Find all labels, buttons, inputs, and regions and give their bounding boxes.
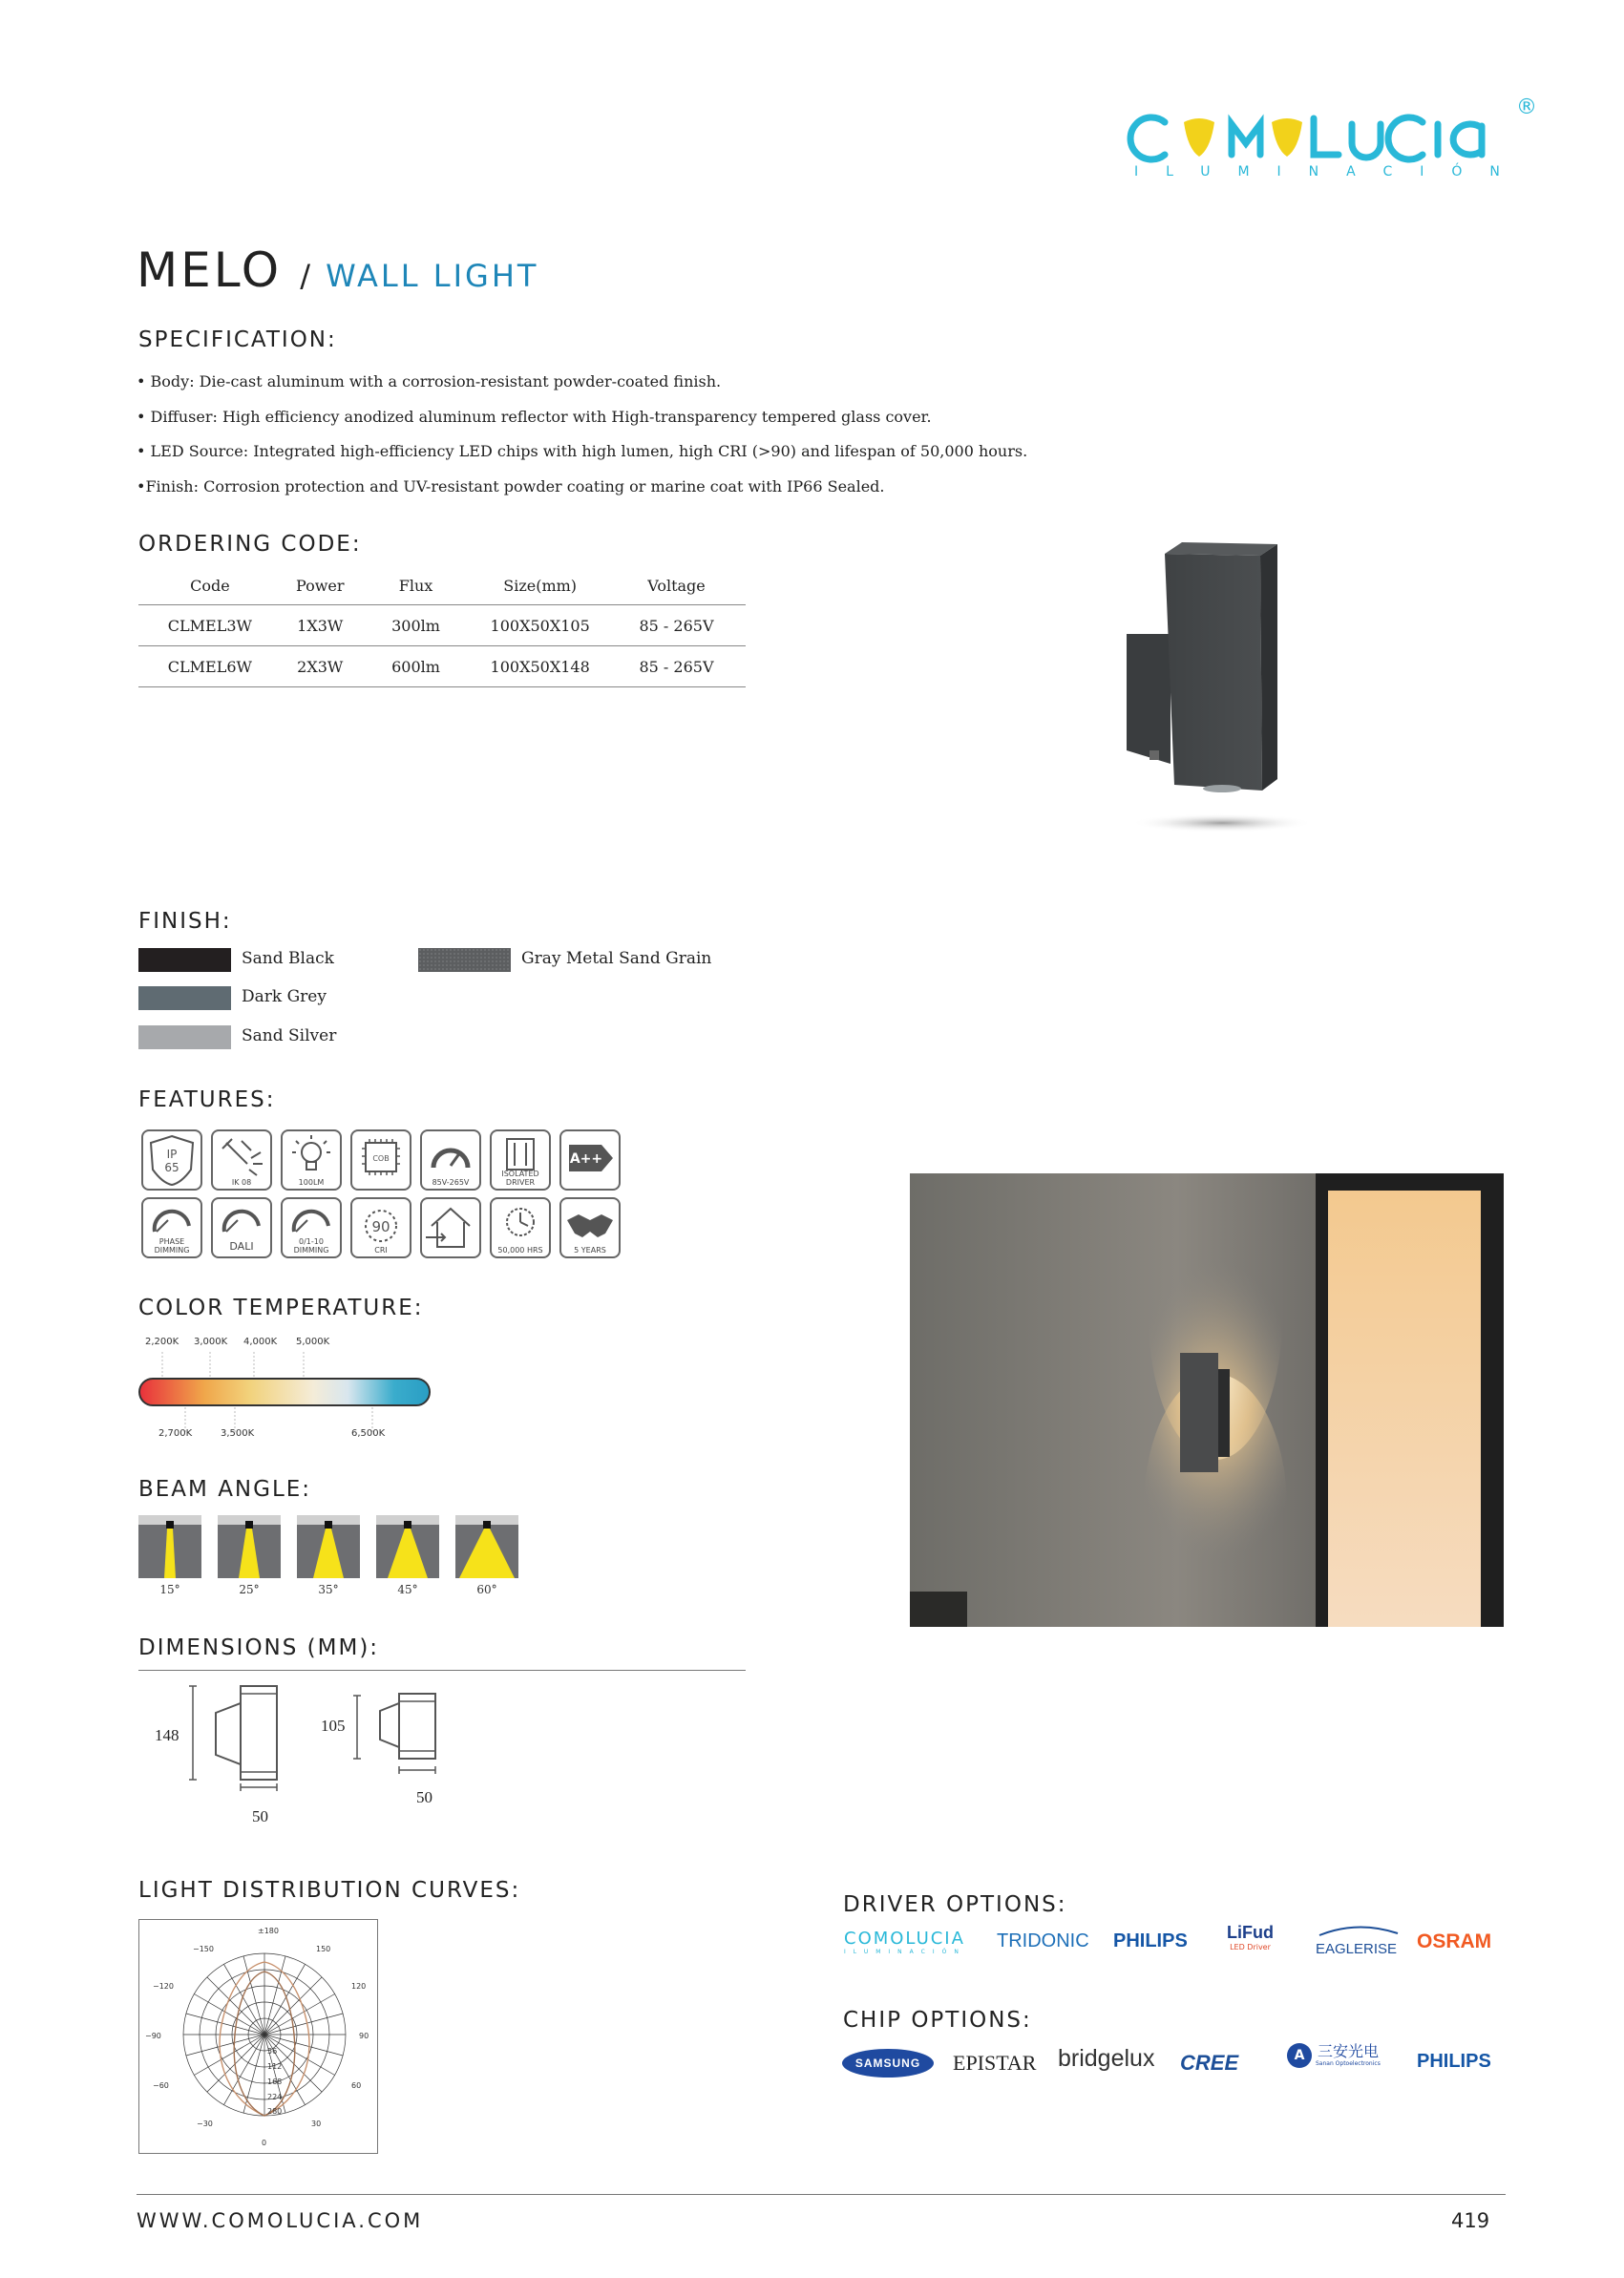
beam-35-icon: [297, 1515, 360, 1578]
polar-angle-label: 30: [311, 2120, 322, 2128]
cell: 1X3W: [282, 605, 359, 646]
cell: CLMEL6W: [138, 646, 282, 687]
driver-logo-philips: PHILIPS: [1113, 1930, 1188, 1951]
polar-angle-label: −150: [193, 1945, 214, 1953]
features-heading: FEATURES:: [138, 1087, 276, 1112]
feature-label: CRI: [374, 1246, 388, 1255]
table-row: [138, 646, 746, 687]
driver-logo-lifud: [1227, 1923, 1274, 1951]
color-temperature-heading: COLOR TEMPERATURE:: [138, 1296, 424, 1320]
col-header: Voltage: [607, 566, 746, 605]
table-row: [138, 605, 746, 646]
brand-logo: [1127, 95, 1537, 191]
col-header: Flux: [359, 566, 474, 605]
ip65-icon: [141, 1129, 202, 1191]
bulb-icon: [281, 1129, 342, 1191]
dimension-height-label: 105: [321, 1717, 346, 1735]
polar-angle-label: 90: [359, 2032, 369, 2040]
chip-logo-philips: PHILIPS: [1417, 2051, 1491, 2072]
dimming-0-10-icon: [281, 1197, 342, 1258]
dimensions-heading: DIMENSIONS (MM):: [138, 1635, 380, 1660]
dimension-drawing-small: [351, 1690, 485, 1795]
finish-swatch-gray-metal: [418, 948, 511, 972]
isolated-driver-icon: [490, 1129, 551, 1191]
finish-swatch-dark-grey: [138, 986, 231, 1010]
driver-brand-text: LiFud: [1227, 1923, 1274, 1942]
col-header: Size(mm): [473, 566, 607, 605]
col-header: Code: [138, 566, 282, 605]
chip-logo-epistar: EPISTAR: [953, 2051, 1037, 2075]
finish-label: Sand Black: [242, 949, 334, 968]
ordering-heading: ORDERING CODE:: [138, 532, 362, 557]
page-title: [137, 243, 538, 298]
finish-swatch-sand-black: [138, 948, 231, 972]
cri-value: 90: [371, 1218, 390, 1235]
product-name: MELO: [137, 243, 283, 298]
svg-text:IP: IP: [166, 1148, 178, 1161]
beam-angle-label: 45°: [397, 1583, 418, 1596]
polar-chart: [139, 1920, 377, 2153]
finish-label: Gray Metal Sand Grain: [521, 949, 712, 968]
feature-label: DALI: [229, 1240, 254, 1253]
polar-radial-label: 224: [267, 2093, 283, 2101]
sanan-circle-icon: A: [1287, 2043, 1312, 2068]
polar-angle-label: −30: [197, 2120, 213, 2128]
page-number: 419: [1451, 2209, 1490, 2232]
cob-chip-icon: [350, 1129, 411, 1191]
feature-label: 0/1-10 DIMMING: [293, 1237, 329, 1255]
beam-60-icon: [455, 1515, 518, 1578]
finish-label: Dark Grey: [242, 987, 327, 1006]
dimension-width-label: 50: [416, 1788, 432, 1806]
beam-angle-heading: BEAM ANGLE:: [138, 1477, 312, 1502]
polar-angle-label: ±180: [258, 1927, 279, 1935]
indoor-house-icon: [420, 1197, 481, 1258]
finish-heading: FINISH:: [138, 909, 232, 934]
feature-label: PHASE DIMMING: [154, 1237, 190, 1255]
feature-label: ISOLATED DRIVER: [501, 1170, 539, 1187]
beam-angle-label: 15°: [159, 1583, 180, 1596]
cri-icon: [350, 1197, 411, 1258]
driver-logo-eaglerise: [1310, 1923, 1405, 1957]
spec-item: • Diffuser: High efficiency anodized aluminum reflector with High-transparency tempered glass cover.: [137, 408, 932, 426]
chip-brand-text: 三安光电: [1318, 2042, 1380, 2060]
ordering-table: [138, 566, 746, 687]
dimensions-divider: [138, 1670, 746, 1671]
driver-logo-comolucia: [844, 1929, 978, 1955]
chip-logo-samsung: [842, 2049, 934, 2078]
chip-brand-sub: Sanan Optoelectronics: [1316, 2060, 1381, 2067]
clock-hours-icon: [490, 1197, 551, 1258]
cct-top-label: 5,000K: [296, 1337, 330, 1347]
cct-bottom-label: 2,700K: [158, 1428, 193, 1439]
cell: CLMEL3W: [138, 605, 282, 646]
registered-mark: ®: [1516, 95, 1537, 119]
table-header-row: [138, 566, 746, 605]
specification-heading: SPECIFICATION:: [138, 327, 337, 352]
spec-item: • Body: Die-cast aluminum with a corrosion-resistant powder-coated finish.: [137, 372, 722, 390]
polar-radial-label: 280: [267, 2107, 283, 2116]
cell: 100X50X105: [473, 605, 607, 646]
cct-bottom-label: 3,500K: [221, 1428, 255, 1439]
polar-radial-label: 112: [267, 2062, 283, 2071]
dimension-width-label: 50: [252, 1807, 268, 1825]
voltage-gauge-icon: [420, 1129, 481, 1191]
driver-brand-sub: ILUMINACIÓN: [844, 1949, 966, 1955]
cct-top-label: 4,000K: [243, 1337, 278, 1347]
polar-radial-label: 56: [267, 2047, 278, 2056]
spec-item: • LED Source: Integrated high-efficiency LED chips with high lumen, high CRI (>90) and lifespan of 50,000 hours.: [137, 442, 1028, 460]
cct-ticks: [134, 1346, 439, 1470]
feature-label: 100LM: [298, 1178, 325, 1187]
polar-angle-label: −90: [145, 2032, 161, 2040]
polar-angle-label: 120: [351, 1982, 367, 1991]
dimension-height-label: 148: [155, 1726, 179, 1744]
beam-angle-label: 35°: [318, 1583, 339, 1596]
spec-item: •Finish: Corrosion protection and UV-resistant powder coating or marine coat with IP66 Sealed.: [137, 477, 885, 496]
polar-angle-label: −60: [153, 2081, 169, 2090]
polar-angle-label: 60: [351, 2081, 362, 2090]
cell: 85 - 265V: [607, 605, 746, 646]
eaglerise-swoosh-icon: [1310, 1924, 1405, 1937]
brand-tagline: ILUMINACIÓN: [1134, 164, 1528, 179]
polar-angle-label: 0: [262, 2139, 267, 2147]
chip-options-heading: CHIP OPTIONS:: [843, 2008, 1032, 2033]
beam-25-icon: [218, 1515, 281, 1578]
polar-radial-label: 168: [267, 2078, 283, 2086]
driver-logo-tridonic: TRIDONIC: [997, 1930, 1089, 1951]
polar-angle-label: −120: [153, 1982, 174, 1991]
polar-angle-label: 150: [316, 1945, 331, 1953]
feature-label: 85V-265V: [432, 1178, 470, 1187]
cell: 2X3W: [282, 646, 359, 687]
cct-top-label: 3,000K: [194, 1337, 228, 1347]
chip-logo-bridgelux: bridgelux: [1058, 2045, 1155, 2072]
footer-divider: [137, 2194, 1506, 2195]
handshake-warranty-icon: [559, 1197, 621, 1258]
chip-logo-cree: CREE: [1180, 2051, 1239, 2075]
cct-top-label: 2,200K: [145, 1337, 179, 1347]
svg-text:65: 65: [164, 1161, 179, 1174]
comolucia-logo-icon: [1127, 105, 1537, 172]
cob-text: COB: [372, 1154, 390, 1163]
title-separator: /: [300, 258, 314, 294]
dimension-drawing-large: [187, 1680, 321, 1795]
col-header: Power: [282, 566, 359, 605]
cct-gradient-bar: [138, 1378, 431, 1406]
cell: 85 - 265V: [607, 646, 746, 687]
product-category: WALL LIGHT: [326, 258, 539, 294]
beam-angle-icons: [138, 1515, 539, 1582]
polar-chart-frame: [138, 1919, 378, 2154]
cell: 300lm: [359, 605, 474, 646]
beam-15-icon: [138, 1515, 201, 1578]
energy-class-icon: [559, 1129, 621, 1191]
product-image: [1117, 535, 1327, 840]
ik08-icon: [211, 1129, 272, 1191]
beam-angle-label: 25°: [239, 1583, 260, 1596]
footer-website[interactable]: WWW.COMOLUCIA.COM: [137, 2209, 424, 2232]
driver-brand-text: COMOLUCIA: [844, 1929, 965, 1949]
beam-angle-label: 60°: [476, 1583, 497, 1596]
beam-45-icon: [376, 1515, 439, 1578]
cell: 100X50X148: [473, 646, 607, 687]
energy-class-text: A++: [569, 1151, 603, 1167]
driver-logo-osram: OSRAM: [1417, 1930, 1492, 1952]
chip-brand-text: SAMSUNG: [854, 2057, 921, 2070]
feature-label: 5 YEARS: [574, 1246, 606, 1255]
light-distribution-heading: LIGHT DISTRIBUTION CURVES:: [138, 1878, 521, 1903]
finish-label: Sand Silver: [242, 1026, 337, 1045]
feature-label: IK 08: [231, 1178, 252, 1187]
lifestyle-photo: [910, 1173, 1504, 1627]
cell: 600lm: [359, 646, 474, 687]
driver-options-heading: DRIVER OPTIONS:: [843, 1892, 1067, 1917]
phase-dimming-icon: [141, 1197, 202, 1258]
feature-label: 50,000 HRS: [497, 1246, 543, 1255]
driver-brand-sub: LED Driver: [1230, 1943, 1271, 1951]
finish-swatch-sand-silver: [138, 1025, 231, 1049]
dali-icon: [211, 1197, 272, 1258]
driver-brand-text: EAGLERISE: [1316, 1941, 1398, 1957]
cct-bottom-label: 6,500K: [351, 1428, 386, 1439]
